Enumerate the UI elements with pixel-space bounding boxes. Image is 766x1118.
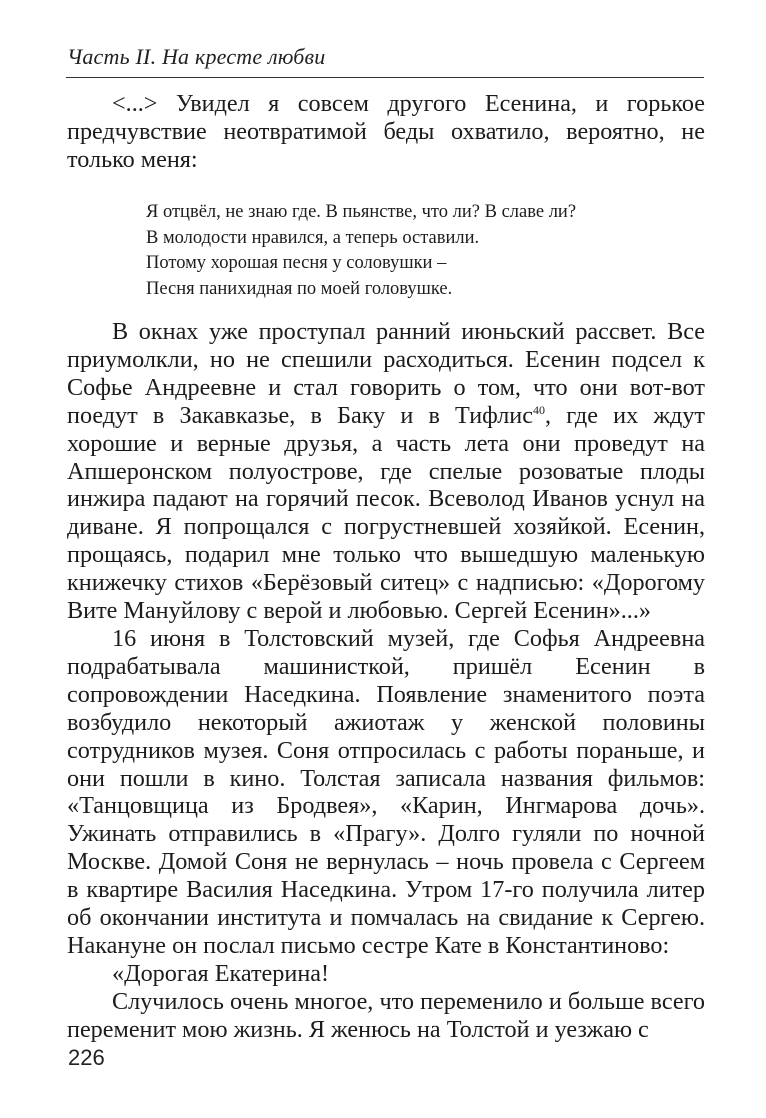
verse-line: Потому хорошая песня у соловушки – bbox=[146, 253, 447, 274]
body-paragraph: 16 июня в Толстовский музей, где Софья Андреевна подрабатывала машинисткой, пришёл Есенин в сопровождении Наседкина. Появление знаменитого поэта возбудило некоторый ажиотаж у женской половины сотрудников музея. Соня отпросилась с работы пораньше, и они пошли в кино. Толстая записала названия фильмов: «Танцовщица из Бродвея», «Карин, Ингмарова дочь». Ужинать отправились в «Прагу». Долго гуляли по ночной Москве. Домой Соня не вернулась – ночь провела с Сергеем в квартире Василия Наседкина. Утром 17-го получила литер об окончании института и помчалась на свидание к Сергею. Накануне он послал письмо сестре Кате в Константиново: bbox=[67, 624, 705, 959]
body-paragraph bbox=[67, 318, 705, 625]
header-rule bbox=[66, 77, 704, 78]
intro-paragraph: <...> Увидел я совсем другого Есенина, и горькое предчувствие неотвратимой беды охватило, вероятно, не только меня: bbox=[67, 90, 705, 173]
running-title: Часть II. На кресте любви bbox=[67, 44, 326, 69]
paragraph-text: В окнах уже проступал ранний июньский рассвет. Все приумолкли, но не спешили расходиться. Есенин подсел к Софье Андреевне и стал говорить о том, что они вот-вот поедут в Закавказье, в Баку и в Тифлис bbox=[67, 318, 705, 429]
body-paragraph: «Дорогая Екатерина! bbox=[112, 959, 330, 987]
main-text bbox=[67, 318, 705, 1044]
body-paragraph: Случилось очень многое, что переменило и больше всего переменит мою жизнь. Я женюсь на Толстой и уезжаю с bbox=[67, 987, 705, 1043]
intro-block bbox=[67, 90, 705, 174]
verse-quote bbox=[146, 200, 576, 302]
verse-line: Песня панихидная по моей головушке. bbox=[146, 278, 453, 299]
verse-line: В молодости нравился, а теперь оставили. bbox=[146, 227, 480, 248]
footnote-reference: 40 bbox=[533, 402, 545, 417]
paragraph-text: , где их ждут хорошие и верные друзья, а часть лета они проведут на Апшеронском полуострове, где спелые розоватые плоды инжира падают на горячий песок. Всеволод Иванов уснул на диване. Я попрощался с погрустневшей хозяйкой. Есенин, прощаясь, подарил мне только что вышедшую маленькую книжечку стихов «Берёзовый ситец» с надписью: «Дорогому Вите Мануйлову с верой и любовью. Сергей Есенин»...» bbox=[67, 401, 706, 625]
page-number: 226 bbox=[68, 1045, 105, 1070]
verse-line: Я отцвёл, не знаю где. В пьянстве, что ли? В славе ли? bbox=[146, 202, 577, 222]
